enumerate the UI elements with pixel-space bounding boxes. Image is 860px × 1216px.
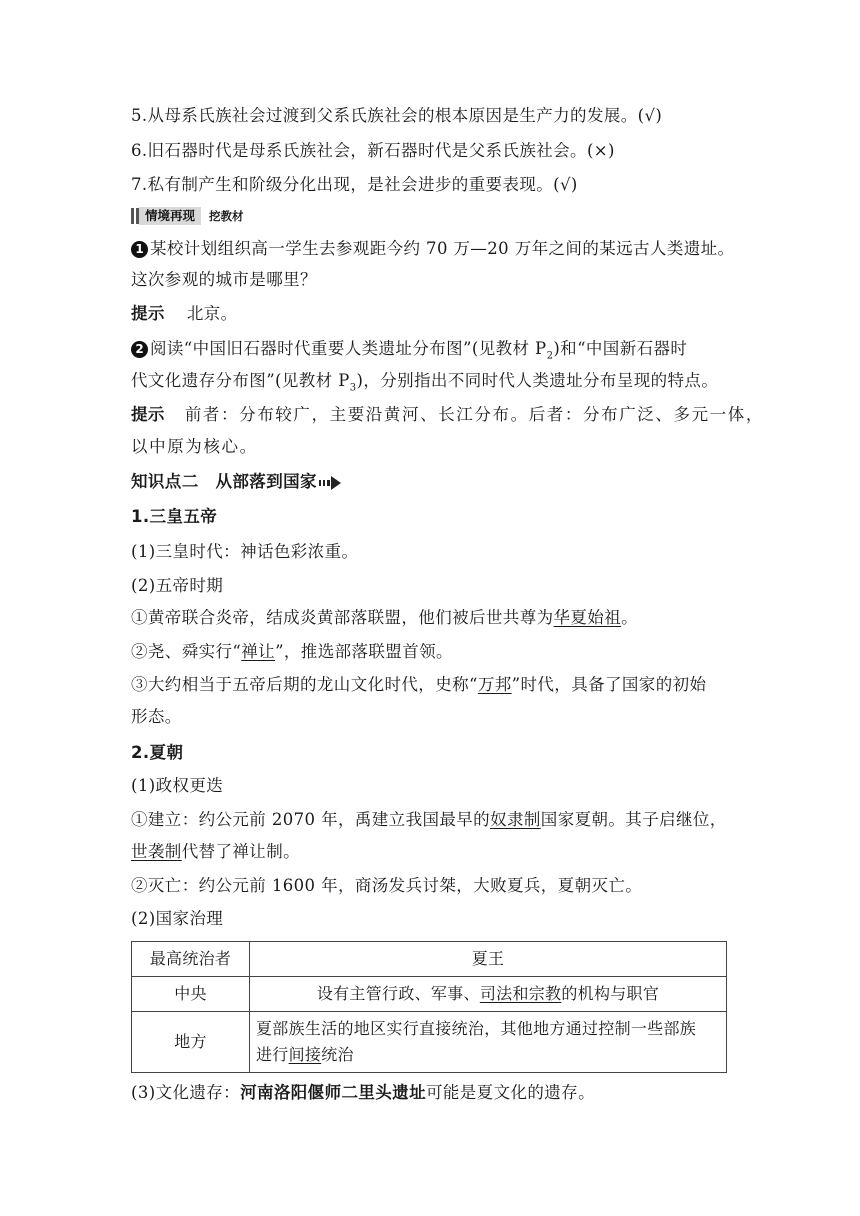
judgment-item-7: 7.私有制产生和阶级分化出现，是社会进步的重要表现。(√): [131, 175, 578, 194]
question-2-hint-line-2: 以中原为核心。: [131, 437, 258, 456]
underlined-term: 奴隶制: [490, 810, 541, 829]
knowledge-point-title: 知识点二 从部落到国家: [131, 470, 341, 494]
table-row: [132, 1012, 727, 1073]
subsection-2-3: (3)文化遗存：河南洛阳偃师二里头遗址可能是夏文化的遗存。: [131, 1083, 595, 1102]
event-item-2: ②灭亡：约公元前 1600 年，商汤发兵讨桀，大败夏兵，夏朝灭亡。: [131, 876, 643, 895]
table-row: [132, 942, 727, 977]
subsection-1-2: (2)五帝时期: [131, 576, 224, 595]
section-heading-1: 1.三皇五帝: [131, 507, 218, 526]
question-number-badge: 1: [131, 241, 148, 258]
table-header-cell: 中央: [132, 977, 250, 1012]
table-row: [132, 977, 727, 1012]
table-cell: 夏王: [250, 942, 727, 977]
question-2-hint-line-1: 提示 前者：分布较广，主要沿黄河、长江分布。后者：分布广泛、多元一体，: [131, 405, 765, 424]
table-header-cell: 地方: [132, 1012, 250, 1073]
subsection-2-1: (1)政权更迭: [131, 776, 224, 795]
question-2-line-1: 2 阅读“中国旧石器时代重要人类遗址分布图”(见教材 $P_2$)和“中国新石器时: [131, 337, 687, 368]
hint-label: 提示: [131, 405, 165, 424]
underlined-term: 司法和宗教: [479, 984, 562, 1003]
table-header-cell: 最高统治者: [132, 942, 250, 977]
event-item-1-cont: 世袭制代替了禅让制。: [131, 842, 301, 861]
table-cell: 设有主管行政、军事、司法和宗教的机构与职官: [250, 977, 727, 1012]
subsection-1-1: (1)三皇时代：神话色彩浓重。: [131, 542, 359, 561]
question-1-line-1: 1 某校计划组织高一学生去参观距今约 70 万—20 万年之间的某远古人类遗址。: [131, 237, 734, 261]
underlined-term: 禅让: [241, 642, 276, 661]
list-item-2: ②尧、舜实行“禅让”，推选部落联盟首领。: [131, 642, 453, 661]
hint-label: 提示: [131, 304, 165, 323]
underlined-term: 世袭制: [131, 842, 182, 861]
table-cell: 夏部族生活的地区实行直接统治，其他地方通过控制一些部族 进行间接统治: [250, 1012, 727, 1073]
judgment-item-5: 5.从母系氏族社会过渡到父系氏族社会的根本原因是生产力的发展。(√): [131, 106, 663, 125]
underlined-term: 间接: [288, 1045, 322, 1064]
question-number-badge: 2: [131, 341, 148, 358]
section-tag: [131, 206, 261, 226]
subsection-2-2: (2)国家治理: [131, 909, 224, 928]
list-item-3-cont: 形态。: [131, 707, 182, 726]
tag-bars-icon: [131, 208, 139, 224]
section-heading-2: 2.夏朝: [131, 743, 184, 762]
underlined-term: 华夏始祖: [553, 608, 622, 627]
section-tag-label: 情境再现: [139, 207, 201, 225]
question-1-hint: 提示 北京。: [131, 304, 238, 323]
list-item-1: ①黄帝联合炎帝，结成炎黄部落联盟，他们被后世共尊为华夏始祖。: [131, 608, 639, 627]
bold-term: 河南洛阳偃师二里头遗址: [240, 1083, 426, 1102]
underlined-term: 万邦: [477, 675, 512, 694]
question-2-line-2: 代文化遗存分布图”(见教材 $P_3$)，分别指出不同时代人类遗址分布呈现的特点。: [131, 371, 719, 394]
list-item-3: ③大约相当于五帝后期的龙山文化时代，史称“万邦”时代，具备了国家的初始: [131, 675, 707, 694]
governance-table: [131, 941, 727, 1073]
arrow-right-icon: [319, 476, 341, 490]
question-1-line-2: 这次参观的城市是哪里？: [131, 270, 317, 289]
event-item-1: ①建立：约公元前 2070 年，禹建立我国最早的奴隶制国家夏朝。其子启继位，: [131, 810, 727, 829]
judgment-item-6: 6.旧石器时代是母系氏族社会，新石器时代是父系氏族社会。(×): [131, 141, 615, 160]
section-tag-sub: 挖教材: [209, 209, 244, 223]
